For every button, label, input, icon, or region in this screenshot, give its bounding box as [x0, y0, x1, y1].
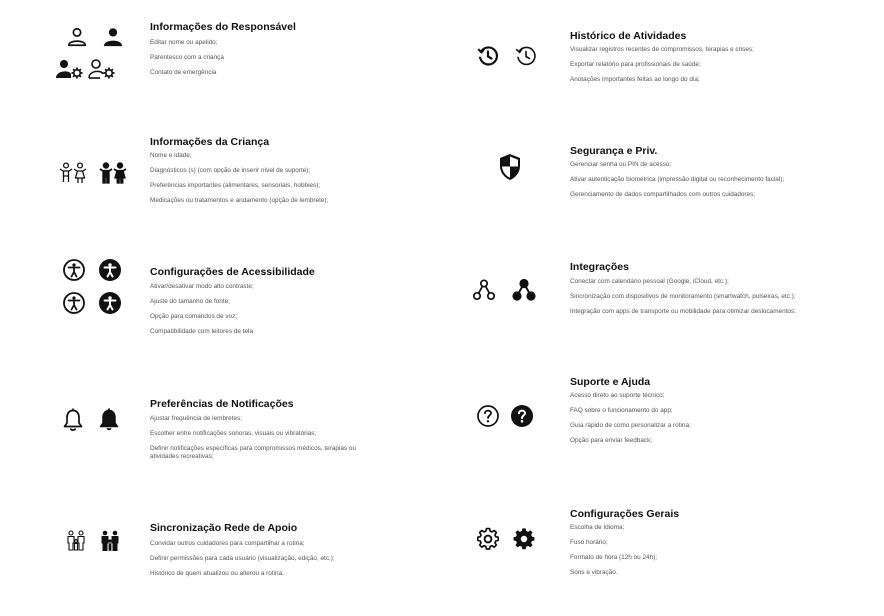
accessibility-filled-icon [98, 291, 122, 315]
person-filled-icon [102, 26, 124, 48]
bell-outline-icon [62, 408, 84, 432]
list-item: Anotações importantes feitas ao longo do dia; [570, 76, 700, 83]
list-item: Definir notificações específicas para compromissos médicos, terapias ou atividades recreativas; [150, 445, 357, 460]
person-gear-filled-icon [56, 58, 84, 80]
list-item: Contato de emergência [150, 69, 217, 76]
family-filled-icon [100, 530, 120, 552]
rede-apoio-icons [66, 530, 126, 554]
crianca-icons [58, 162, 132, 186]
list-item: Escolher entre notificações sonoras, visuais ou vibratórias; [150, 430, 317, 437]
suporte-icons [476, 404, 542, 430]
section-title: Suporte e Ajuda [570, 376, 651, 388]
list-item: Editar nome ou apelido; [150, 39, 218, 46]
historico-icons [474, 42, 544, 70]
list-item: Guia rápido de como personalizar a rotina; [570, 422, 691, 429]
gerais-icons [476, 527, 542, 553]
integracoes-icons [472, 278, 542, 304]
list-item: Definir permissões para cada usuário (visualização, edição, etc.); [150, 555, 335, 562]
list-item: Visualizar registros recentes de compromissos, terapias e crises; [570, 46, 754, 53]
gear-outline-icon [476, 527, 500, 551]
section-items [150, 283, 254, 343]
list-item: Escolha de Idioma; [570, 524, 625, 531]
section-items [150, 415, 380, 468]
section-items [570, 161, 784, 206]
family-outline-icon [66, 530, 86, 552]
list-item: Histórico de quem atualizou ou alterou a rotina. [150, 570, 284, 577]
list-item: Conectar com calendário pessoal (Google, iCloud, etc.); [570, 278, 729, 285]
list-item: Gerenciar senha ou PIN de acesso; [570, 161, 672, 168]
list-item: Formato de hora (12h ou 24h); [570, 554, 658, 561]
list-item: Nome e idade; [150, 152, 192, 159]
section-title: Segurança e Priv. [570, 145, 658, 157]
accessibility-outline-icon [62, 258, 86, 282]
list-item: Opção para enviar feedback; [570, 437, 653, 444]
help-filled-icon [510, 404, 534, 428]
integration-filled-icon [512, 278, 536, 302]
section-title: Integrações [570, 261, 629, 273]
list-item: Gerenciamento de dados compartilhados com outros cuidadores; [570, 191, 756, 198]
list-item: Ajustar frequência de lembretes; [150, 415, 243, 422]
accessibility-outline-icon [62, 291, 86, 315]
person-outline-icon [66, 26, 88, 48]
acessibilidade-icons [62, 258, 128, 318]
seguranca-icons [498, 153, 524, 183]
list-item: Diagnósticos (s) (com opção de inserir nível de suporte); [150, 167, 311, 174]
help-outline-icon [476, 404, 500, 428]
section-title: Configurações de Acessibilidade [150, 266, 315, 278]
section-title: Informações da Criança [150, 136, 270, 148]
list-item: Ativar autenticação biométrica (impressão digital ou reconhecimento facial); [570, 176, 785, 183]
list-item: Sincronização com dispositivos de monitoramento (smartwatch, pulseiras, etc.); [570, 293, 796, 300]
section-items [570, 524, 657, 584]
history-outline-icon [514, 44, 538, 68]
integration-outline-icon [472, 278, 496, 302]
list-item: Opção para comandos de voz; [150, 313, 238, 320]
history-icon [476, 44, 500, 68]
section-title: Sincronização Rede de Apoio [150, 522, 298, 534]
section-items [570, 278, 796, 323]
section-title: Histórico de Atividades [570, 30, 687, 42]
responsavel-icons [56, 26, 120, 82]
section-items [150, 540, 335, 585]
list-item: Acesso direto ao suporte técnico; [570, 392, 665, 399]
list-item: Compatibilidade com leitores de tela [150, 328, 254, 335]
list-item: FAQ sobre o funcionamento do app; [570, 407, 673, 414]
section-items [150, 152, 328, 212]
section-items [570, 46, 754, 91]
bell-filled-icon [98, 408, 120, 432]
section-items [570, 392, 691, 452]
list-item: Medicações ou tratamentos e andamento (opção de lembrete); [150, 197, 329, 204]
shield-icon [498, 153, 522, 181]
list-item: Ajuste do tamanho de fonte; [150, 298, 230, 305]
list-item: Exportar relatório para profissionais de saúde; [570, 61, 701, 68]
section-title: Preferências de Notificações [150, 398, 294, 410]
section-title: Informações do Responsável [150, 21, 296, 33]
section-title: Configurações Gerais [570, 508, 680, 520]
section-items [150, 39, 224, 84]
list-item: Preferências importantes (alimentares, sensoriais, hobbies); [150, 182, 321, 189]
person-gear-outline-icon [88, 58, 116, 80]
list-item: Parentesco com a criança [150, 54, 224, 61]
children-filled-icon [98, 162, 128, 184]
list-item: Convidar outros cuidadores para compartilhar a rotina; [150, 540, 305, 547]
list-item: Sons e vibração. [570, 569, 618, 576]
list-item: Integração com apps de transporte ou mobilidade para otimizar deslocamentos; [570, 308, 796, 315]
accessibility-filled-icon [98, 258, 122, 282]
gear-filled-icon [512, 527, 536, 551]
list-item: Fuso horário; [570, 539, 608, 546]
children-outline-icon [58, 162, 88, 184]
list-item: Ativar/desativar modo alto contraste; [150, 283, 254, 290]
notificacoes-icons [62, 408, 128, 434]
